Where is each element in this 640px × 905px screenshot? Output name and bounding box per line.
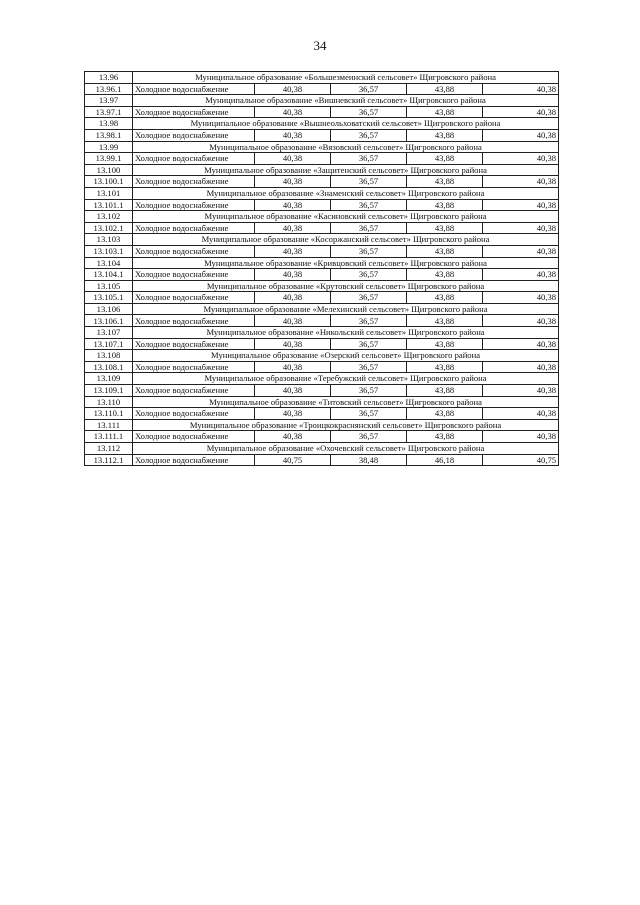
tariff-value: 40,38: [255, 361, 331, 373]
tariff-value: 40,38: [255, 408, 331, 420]
tariff-value: 36,57: [331, 385, 407, 397]
tariff-value: 40,38: [483, 129, 559, 141]
municipality-code: 13.109: [85, 373, 133, 385]
tariff-value: 40,38: [483, 292, 559, 304]
tariff-value: 40,38: [483, 408, 559, 420]
tariff-row: [85, 153, 559, 165]
tariff-code: 13.107.1: [85, 338, 133, 350]
tariff-value: 43,88: [407, 83, 483, 95]
municipality-header-row: [85, 141, 559, 153]
municipality-title: Муниципальное образование «Знаменский сельсовет» Щигровского района: [133, 187, 559, 199]
municipality-header-row: [85, 396, 559, 408]
service-name: Холодное водоснабжение: [133, 454, 255, 466]
tariff-code: 13.109.1: [85, 385, 133, 397]
municipality-title: Муниципальное образование «Вязовский сельсовет» Щигровского района: [133, 141, 559, 153]
tariff-row: [85, 338, 559, 350]
page-number: 34: [313, 38, 327, 53]
tariff-code: 13.112.1: [85, 454, 133, 466]
tariff-value: 36,57: [331, 292, 407, 304]
tariff-value: 40,75: [483, 454, 559, 466]
tariff-value: 43,88: [407, 385, 483, 397]
municipality-title: Муниципальное образование «Защитенский сельсовет» Щигровского района: [133, 164, 559, 176]
service-name: Холодное водоснабжение: [133, 408, 255, 420]
tariff-value: 43,88: [407, 315, 483, 327]
tariff-value: 43,88: [407, 245, 483, 257]
municipality-code: 13.112: [85, 443, 133, 455]
tariff-value: 43,88: [407, 176, 483, 188]
tariff-row: [85, 83, 559, 95]
tariff-value: 46,18: [407, 454, 483, 466]
tariff-value: 40,38: [255, 315, 331, 327]
tariff-value: 40,38: [255, 269, 331, 281]
municipality-code: 13.110: [85, 396, 133, 408]
tariff-value: 40,38: [483, 385, 559, 397]
municipality-code: 13.108: [85, 350, 133, 362]
tariff-row: [85, 222, 559, 234]
tariff-code: 13.101.1: [85, 199, 133, 211]
municipality-header-row: [85, 327, 559, 339]
tariff-value: 36,57: [331, 222, 407, 234]
tariff-value: 40,38: [255, 431, 331, 443]
tariff-value: 43,88: [407, 129, 483, 141]
service-name: Холодное водоснабжение: [133, 431, 255, 443]
tariff-value: 36,57: [331, 269, 407, 281]
tariff-value: 40,38: [483, 199, 559, 211]
tariff-value: 40,38: [483, 153, 559, 165]
tariff-value: 40,38: [483, 245, 559, 257]
tariff-row: [85, 292, 559, 304]
service-name: Холодное водоснабжение: [133, 245, 255, 257]
tariff-row: [85, 129, 559, 141]
tariff-value: 43,88: [407, 361, 483, 373]
municipality-title: Муниципальное образование «Вишневский сельсовет» Щигровского района: [133, 95, 559, 107]
municipality-code: 13.103: [85, 234, 133, 246]
tariff-value: 40,38: [255, 199, 331, 211]
service-name: Холодное водоснабжение: [133, 129, 255, 141]
service-name: Холодное водоснабжение: [133, 222, 255, 234]
tariff-row: [85, 269, 559, 281]
service-name: Холодное водоснабжение: [133, 338, 255, 350]
municipality-header-row: [85, 419, 559, 431]
tariff-value: 36,57: [331, 245, 407, 257]
municipality-title: Муниципальное образование «Охочевский сельсовет» Щигровского района: [133, 443, 559, 455]
tariff-code: 13.106.1: [85, 315, 133, 327]
tariff-row: [85, 454, 559, 466]
tariff-value: 40,38: [483, 269, 559, 281]
tariff-code: 13.105.1: [85, 292, 133, 304]
tariff-code: 13.100.1: [85, 176, 133, 188]
tariff-value: 40,38: [255, 292, 331, 304]
tariff-value: 36,57: [331, 408, 407, 420]
municipality-header-row: [85, 303, 559, 315]
tariff-row: [85, 385, 559, 397]
tariff-value: 43,88: [407, 408, 483, 420]
municipality-code: 13.111: [85, 419, 133, 431]
tariff-value: 43,88: [407, 431, 483, 443]
tariff-value: 40,38: [255, 176, 331, 188]
municipality-header-row: [85, 211, 559, 223]
tariff-value: 40,38: [255, 129, 331, 141]
municipality-code: 13.102: [85, 211, 133, 223]
tariff-value: 36,57: [331, 129, 407, 141]
tariff-value: 36,57: [331, 106, 407, 118]
tariff-value: 43,88: [407, 269, 483, 281]
municipality-title: Муниципальное образование «Титовский сельсовет» Щигровского района: [133, 396, 559, 408]
municipality-title: Муниципальное образование «Мелехинский сельсовет» Щигровского района: [133, 303, 559, 315]
tariff-row: [85, 106, 559, 118]
municipality-title: Муниципальное образование «Косоржанский сельсовет» Щигровского района: [133, 234, 559, 246]
tariff-value: 36,57: [331, 83, 407, 95]
municipality-code: 13.101: [85, 187, 133, 199]
tariff-code: 13.110.1: [85, 408, 133, 420]
municipality-code: 13.106: [85, 303, 133, 315]
tariff-value: 40,38: [483, 361, 559, 373]
municipality-code: 13.97: [85, 95, 133, 107]
municipality-title: Муниципальное образование «Озерский сельсовет» Щигровского района: [133, 350, 559, 362]
municipality-title: Муниципальное образование «Касиновский сельсовет» Щигровского района: [133, 211, 559, 223]
municipality-code: 13.104: [85, 257, 133, 269]
service-name: Холодное водоснабжение: [133, 176, 255, 188]
tariff-value: 40,38: [255, 338, 331, 350]
municipality-header-row: [85, 187, 559, 199]
municipality-header-row: [85, 350, 559, 362]
municipality-title: Муниципальное образование «Вышнеольховатский сельсовет» Щигровского района: [133, 118, 559, 130]
tariff-code: 13.103.1: [85, 245, 133, 257]
municipality-code: 13.98: [85, 118, 133, 130]
tariff-value: 43,88: [407, 292, 483, 304]
tariff-value: 40,38: [483, 222, 559, 234]
service-name: Холодное водоснабжение: [133, 292, 255, 304]
tariff-row: [85, 408, 559, 420]
tariff-value: 36,57: [331, 199, 407, 211]
service-name: Холодное водоснабжение: [133, 385, 255, 397]
municipality-header-row: [85, 118, 559, 130]
tariff-value: 40,38: [483, 176, 559, 188]
tariff-table-body: [85, 72, 559, 466]
tariff-value: 40,75: [255, 454, 331, 466]
tariff-value: 40,38: [483, 83, 559, 95]
municipality-title: Муниципальное образование «Крутовский сельсовет» Щигровского района: [133, 280, 559, 292]
tariff-code: 13.108.1: [85, 361, 133, 373]
service-name: Холодное водоснабжение: [133, 106, 255, 118]
municipality-code: 13.105: [85, 280, 133, 292]
municipality-header-row: [85, 443, 559, 455]
tariff-value: 36,57: [331, 176, 407, 188]
tariff-value: 36,57: [331, 315, 407, 327]
municipality-header-row: [85, 72, 559, 84]
municipality-header-row: [85, 280, 559, 292]
municipality-header-row: [85, 95, 559, 107]
tariff-row: [85, 431, 559, 443]
tariff-code: 13.99.1: [85, 153, 133, 165]
tariff-code: 13.98.1: [85, 129, 133, 141]
tariff-value: 40,38: [255, 153, 331, 165]
tariff-table: [84, 71, 559, 466]
service-name: Холодное водоснабжение: [133, 153, 255, 165]
municipality-title: Муниципальное образование «Кривцовский сельсовет» Щигровского района: [133, 257, 559, 269]
municipality-code: 13.99: [85, 141, 133, 153]
municipality-title: Муниципальное образование «Теребужский сельсовет» Щигровского района: [133, 373, 559, 385]
service-name: Холодное водоснабжение: [133, 361, 255, 373]
tariff-value: 40,38: [255, 83, 331, 95]
tariff-code: 13.97.1: [85, 106, 133, 118]
tariff-value: 36,57: [331, 361, 407, 373]
municipality-code: 13.100: [85, 164, 133, 176]
tariff-row: [85, 199, 559, 211]
tariff-value: 43,88: [407, 199, 483, 211]
tariff-value: 43,88: [407, 222, 483, 234]
service-name: Холодное водоснабжение: [133, 83, 255, 95]
municipality-code: 13.107: [85, 327, 133, 339]
tariff-code: 13.102.1: [85, 222, 133, 234]
municipality-title: Муниципальное образование «Никольский сельсовет» Щигровского района: [133, 327, 559, 339]
service-name: Холодное водоснабжение: [133, 315, 255, 327]
tariff-value: 36,57: [331, 431, 407, 443]
tariff-value: 40,38: [483, 338, 559, 350]
municipality-header-row: [85, 164, 559, 176]
tariff-value: 40,38: [483, 106, 559, 118]
service-name: Холодное водоснабжение: [133, 269, 255, 281]
tariff-code: 13.104.1: [85, 269, 133, 281]
municipality-title: Муниципальное образование «Большезмеинский сельсовет» Щигровского района: [133, 72, 559, 84]
municipality-header-row: [85, 257, 559, 269]
municipality-title: Муниципальное образование «Троицкокраснянский сельсовет» Щигровского района: [133, 419, 559, 431]
tariff-value: 43,88: [407, 153, 483, 165]
tariff-code: 13.111.1: [85, 431, 133, 443]
tariff-value: 40,38: [483, 315, 559, 327]
tariff-row: [85, 245, 559, 257]
tariff-value: 36,57: [331, 153, 407, 165]
tariff-value: 40,38: [255, 245, 331, 257]
municipality-header-row: [85, 373, 559, 385]
tariff-code: 13.96.1: [85, 83, 133, 95]
tariff-value: 40,38: [255, 385, 331, 397]
tariff-row: [85, 176, 559, 188]
tariff-value: 40,38: [255, 106, 331, 118]
tariff-value: 43,88: [407, 338, 483, 350]
service-name: Холодное водоснабжение: [133, 199, 255, 211]
tariff-value: 38,48: [331, 454, 407, 466]
tariff-value: 36,57: [331, 338, 407, 350]
tariff-value: 40,38: [483, 431, 559, 443]
tariff-value: 40,38: [255, 222, 331, 234]
tariff-row: [85, 361, 559, 373]
tariff-row: [85, 315, 559, 327]
municipality-code: 13.96: [85, 72, 133, 84]
tariff-value: 43,88: [407, 106, 483, 118]
municipality-header-row: [85, 234, 559, 246]
